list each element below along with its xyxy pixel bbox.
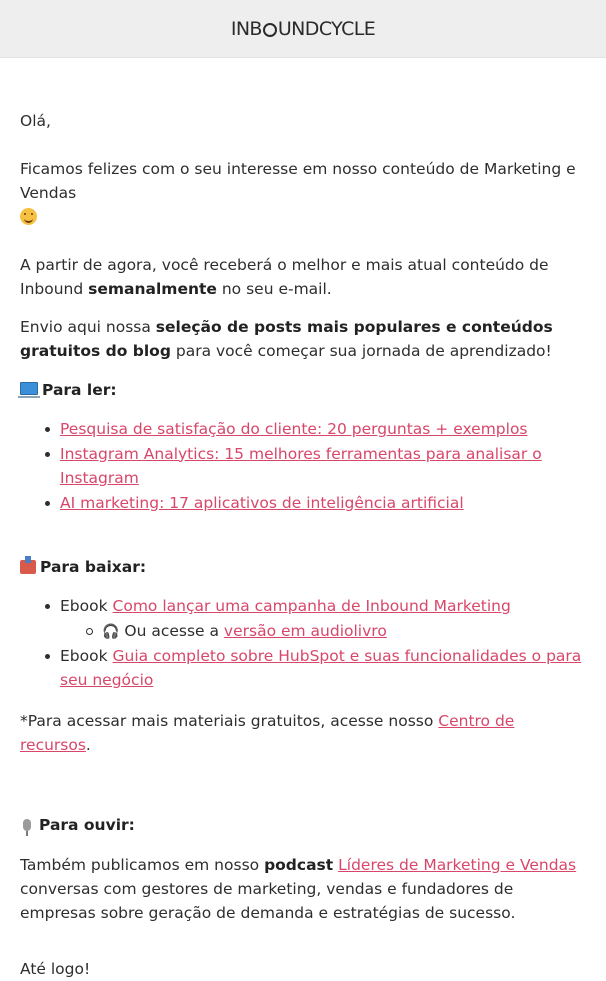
greeting: Olá,	[20, 112, 51, 130]
read-links-list	[20, 417, 586, 515]
weekly-text-start: A partir de agora, você receberá o melhor e mais atual conteúdo de Inbound	[20, 256, 549, 298]
ebook-inbound-link[interactable]: Como lançar uma campanha de Inbound Marketing	[112, 597, 511, 615]
selection-bold: seleção de posts mais populares e conteúdos gratuitos do blog	[20, 318, 553, 360]
podcast-link[interactable]: Líderes de Marketing e Vendas	[338, 855, 577, 874]
closing: Até logo!	[20, 959, 91, 978]
podcast-text-end: conversas com gestores de marketing, vendas e fundadores de empresas sobre geração de demanda e estratégias de sucesso.	[20, 879, 516, 922]
selection-text-start: Envio aqui nossa	[20, 318, 156, 336]
podcast-paragraph	[20, 853, 586, 925]
selection-text-end: para você começar sua jornada de aprendizado!	[170, 342, 552, 360]
read-link-1[interactable]: Pesquisa de satisfação do cliente: 20 perguntas + exemplos	[60, 420, 528, 438]
list-item	[60, 417, 586, 442]
listen-title-text: Para ouvir:	[39, 815, 135, 834]
audiobook-link[interactable]: versão em audiolivro	[223, 621, 387, 640]
intro-text: Ficamos felizes com o seu interesse em nosso conteúdo de Marketing e Vendas	[20, 160, 576, 202]
read-section-title	[20, 378, 586, 402]
logo-circle-icon	[263, 23, 277, 37]
logo-text-right: UNDCYCLE	[277, 17, 376, 40]
weekly-bold: semanalmente	[88, 280, 217, 298]
smiling-face-icon	[20, 208, 37, 225]
selection-paragraph	[20, 315, 586, 363]
audiobook-prefix: Ou acesse a	[119, 621, 224, 640]
inbox-tray-icon	[20, 560, 36, 574]
download-list	[20, 594, 586, 693]
sub-list	[60, 619, 586, 644]
ebook-label: Ebook	[60, 597, 113, 615]
logo-text-left: INB	[230, 17, 262, 40]
podcast-bold: podcast	[264, 855, 334, 874]
read-title-text: Para ler:	[42, 381, 117, 399]
weekly-paragraph	[20, 253, 586, 301]
intro-paragraph	[20, 157, 586, 229]
ebook-hubspot-link[interactable]: Guia completo sobre HubSpot e suas funcionalidades o para seu negócio	[60, 646, 582, 689]
download-title-text: Para baixar:	[40, 558, 147, 576]
podcast-text-start: Também publicamos em nosso	[20, 855, 265, 874]
list-item	[60, 594, 586, 644]
list-item	[60, 491, 586, 516]
ebook-label: Ebook	[60, 646, 113, 665]
resources-period: .	[85, 735, 91, 754]
read-link-3[interactable]: AI marketing: 17 aplicativos de inteligência artificial	[60, 493, 464, 512]
email-header	[0, 0, 606, 58]
download-section-title	[20, 555, 586, 579]
inboundcycle-logo	[231, 18, 375, 40]
microphone-icon	[23, 819, 31, 831]
headphones-icon: 🎧	[102, 623, 120, 640]
list-item	[60, 442, 586, 491]
resources-link[interactable]: Centro de recursos	[20, 711, 515, 754]
list-item	[60, 644, 586, 693]
listen-section-title	[20, 813, 586, 837]
weekly-text-end: no seu e-mail.	[216, 280, 332, 298]
laptop-icon	[20, 382, 38, 395]
resources-paragraph	[20, 709, 586, 757]
email-body	[0, 109, 606, 981]
resources-text: *Para acessar mais materiais gratuitos, acesse nosso	[20, 711, 439, 730]
read-link-2[interactable]: Instagram Analytics: 15 melhores ferramentas para analisar o Instagram	[60, 444, 542, 487]
list-item	[102, 619, 586, 644]
